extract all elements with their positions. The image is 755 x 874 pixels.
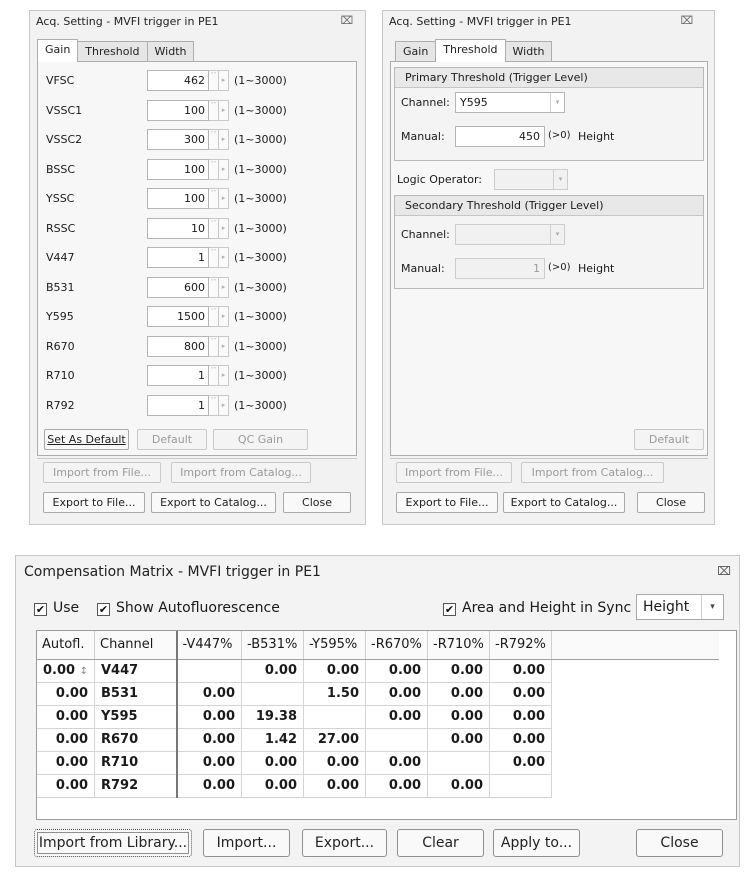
autofl-value: 0.00	[55, 709, 88, 724]
close-icon[interactable]: ⌧	[680, 14, 694, 27]
spin-arrows-icon[interactable]: ˄˅	[209, 129, 219, 150]
secondary-manual-suffix: (>0)	[548, 262, 571, 273]
autofl-cell[interactable]	[37, 751, 95, 774]
column-header: -Y595%	[304, 631, 366, 659]
gain-range-label: (1~3000)	[234, 162, 287, 176]
gain-channel-label: R670	[46, 339, 75, 353]
autofl-value: 0.00	[55, 686, 88, 701]
spin-arrows-icon[interactable]: ˄˅	[209, 218, 219, 239]
gain-channel-label: RSSC	[46, 221, 76, 235]
close-button[interactable]: Close	[636, 829, 723, 857]
chevron-down-icon[interactable]: ▾	[550, 93, 564, 112]
height-label: Height	[578, 130, 615, 143]
matrix-cell[interactable]	[428, 751, 490, 774]
spin-play-icon[interactable]: ▸	[219, 70, 229, 91]
spin-play-icon[interactable]: ▸	[219, 365, 229, 386]
matrix-cell[interactable]: 0.00	[242, 774, 304, 797]
matrix-cell[interactable]: 0.00	[177, 774, 242, 797]
channel-combo[interactable]	[455, 92, 565, 113]
default-button[interactable]: Default	[137, 429, 207, 450]
column-header: -R710%	[428, 631, 490, 659]
gain-panel	[37, 61, 357, 456]
spin-arrows-icon[interactable]: ˄˅	[209, 395, 219, 416]
area-height-sync-checkbox[interactable]	[443, 599, 631, 617]
show-autofluorescence-checkbox[interactable]	[97, 599, 280, 617]
spin-arrows-icon[interactable]: ˄˅	[209, 100, 219, 121]
autofl-value: 0.00	[55, 755, 88, 770]
autofl-value: 0.00	[55, 732, 88, 747]
import-from-file-button[interactable]: Import from File...	[43, 462, 161, 483]
matrix-cell[interactable]	[304, 705, 366, 728]
filler-cell	[552, 751, 719, 774]
gain-value-input[interactable]: 600	[147, 277, 209, 298]
matrix-cell[interactable]: 0.00	[242, 751, 304, 774]
qc-gain-button[interactable]: QC Gain	[213, 429, 308, 450]
logic-operator-combo[interactable]	[494, 169, 568, 190]
filler-cell	[552, 705, 719, 728]
chevron-down-icon[interactable]: ▾	[550, 225, 564, 244]
primary-threshold-group	[394, 67, 704, 161]
matrix-cell[interactable]	[177, 659, 242, 682]
chevron-down-icon[interactable]: ▾	[553, 170, 567, 189]
show-autofluorescence-label: Show Autofluorescence	[116, 600, 280, 616]
matrix-cell[interactable]: 0.00	[242, 659, 304, 682]
apply-to-button[interactable]: Apply to...	[493, 829, 580, 857]
matrix-cell[interactable]: 0.00	[177, 728, 242, 751]
table-row	[37, 659, 719, 682]
spin-play-icon[interactable]: ▸	[219, 159, 229, 180]
gain-value-input[interactable]: 100	[147, 159, 209, 180]
measurement-mode-value: Height	[643, 599, 690, 615]
channel-label: Channel:	[401, 96, 450, 109]
autofl-value: 0.00	[43, 663, 76, 678]
matrix-cell[interactable]	[242, 682, 304, 705]
measurement-mode-dropdown[interactable]	[636, 594, 724, 620]
gain-value-input[interactable]: 1	[147, 365, 209, 386]
gain-channel-label: VSSC1	[46, 103, 83, 117]
autofl-cell[interactable]	[37, 682, 95, 705]
autofl-value: 0.00	[55, 778, 88, 793]
secondary-channel-label: Channel:	[401, 228, 450, 241]
autofl-cell[interactable]	[37, 774, 95, 797]
spin-arrows-icon[interactable]: ˄˅	[209, 306, 219, 327]
threshold-panel	[390, 61, 708, 456]
spin-arrows-icon[interactable]: ˄˅	[209, 247, 219, 268]
channel-cell: B531	[95, 682, 177, 705]
tab-width[interactable]: Width	[505, 41, 553, 62]
area-height-sync-label: Area and Height in Sync	[462, 600, 632, 616]
gain-channel-label: BSSC	[46, 162, 75, 176]
gain-range-label: (1~3000)	[234, 251, 287, 264]
primary-threshold-header: Primary Threshold (Trigger Level)	[395, 68, 703, 88]
close-icon[interactable]: ⌧	[340, 14, 354, 27]
spin-arrows-icon[interactable]: ˄˅	[209, 336, 219, 357]
table-row	[37, 774, 719, 797]
autofl-cell[interactable]	[37, 659, 95, 682]
spin-play-icon[interactable]: ▸	[219, 277, 229, 298]
spin-play-icon[interactable]: ▸	[219, 100, 229, 121]
matrix-cell[interactable]: 0.00	[304, 659, 366, 682]
gain-range-label: (1~3000)	[234, 398, 287, 412]
gain-range-label: (1~3000)	[234, 221, 287, 235]
gain-value-input[interactable]: 10	[147, 218, 209, 239]
gain-range-label: (1~3000)	[234, 74, 287, 87]
gain-value-input[interactable]: 1500	[147, 306, 209, 327]
gain-value-input[interactable]: 462	[147, 70, 209, 91]
matrix-cell[interactable]: 1.50	[304, 682, 366, 705]
export-to-catalog-button[interactable]: Export to Catalog...	[151, 492, 276, 513]
tab-threshold[interactable]: Threshold	[77, 41, 147, 62]
chevron-down-icon[interactable]: ▾	[701, 595, 723, 619]
matrix-cell[interactable]: 0.00	[304, 774, 366, 797]
compensation-grid	[36, 630, 737, 820]
spin-play-icon[interactable]: ▸	[219, 247, 229, 268]
tab-gain[interactable]: Gain	[395, 41, 436, 62]
spin-arrows-icon[interactable]: ˄˅	[209, 70, 219, 91]
export-button[interactable]: Export...	[302, 829, 387, 857]
check-icon: ✔	[35, 603, 46, 616]
compensation-table	[37, 631, 719, 798]
gain-channel-label: VFSC	[46, 74, 75, 87]
matrix-cell[interactable]: 0.00	[428, 774, 490, 797]
spin-arrows-icon[interactable]: ˄˅	[209, 277, 219, 298]
gain-range-label: (1~3000)	[234, 280, 287, 294]
matrix-cell[interactable]	[366, 728, 428, 751]
matrix-cell[interactable]: 27.00	[304, 728, 366, 751]
secondary-manual-label: Manual:	[401, 262, 445, 275]
import-from-library-button[interactable]: Import from Library...	[34, 829, 192, 857]
window-title: Acq. Setting - MVFI trigger in PE1	[389, 15, 572, 28]
export-to-file-button[interactable]: Export to File...	[396, 492, 498, 513]
matrix-cell[interactable]: 0.00	[490, 682, 552, 705]
gain-value-input[interactable]: 1	[147, 395, 209, 416]
channel-cell: R670	[95, 728, 177, 751]
spin-play-icon[interactable]: ▸	[219, 336, 229, 357]
separator	[37, 458, 357, 459]
table-row	[37, 728, 719, 751]
matrix-cell[interactable]: 0.00	[177, 705, 242, 728]
compensation-matrix-window	[15, 555, 740, 867]
matrix-cell[interactable]: 0.00	[177, 682, 242, 705]
table-row	[37, 705, 719, 728]
window-title: Compensation Matrix - MVFI trigger in PE1	[24, 564, 321, 580]
secondary-threshold-group	[394, 195, 704, 289]
spin-play-icon[interactable]: ▸	[219, 188, 229, 209]
use-checkbox[interactable]	[34, 599, 79, 617]
secondary-channel-combo[interactable]	[455, 224, 565, 245]
tab-bar	[395, 39, 551, 61]
spin-play-icon[interactable]: ▸	[219, 306, 229, 327]
matrix-cell[interactable]: 0.00	[177, 751, 242, 774]
filler-cell	[552, 659, 719, 682]
matrix-cell[interactable]: 1.42	[242, 728, 304, 751]
gain-range-label: (1~3000)	[234, 192, 287, 205]
import-from-catalog-button[interactable]: Import from Catalog...	[521, 462, 664, 483]
manual-label: Manual:	[401, 130, 445, 143]
matrix-cell[interactable]: 0.00	[428, 682, 490, 705]
import-button[interactable]: Import...	[203, 829, 290, 857]
manual-input[interactable]: 450	[455, 126, 545, 147]
gain-channel-label: B531	[46, 280, 75, 294]
tab-width[interactable]: Width	[147, 41, 195, 62]
channel-value: Y595	[460, 96, 488, 109]
spin-arrows-icon[interactable]: ˄˅	[209, 365, 219, 386]
spin-play-icon[interactable]: ▸	[219, 129, 229, 150]
gain-value-input[interactable]: 100	[147, 188, 209, 209]
check-icon: ✔	[98, 603, 109, 616]
matrix-cell[interactable]: 0.00	[428, 659, 490, 682]
use-label: Use	[53, 600, 80, 616]
gain-value-input[interactable]: 800	[147, 336, 209, 357]
import-from-catalog-button[interactable]: Import from Catalog...	[171, 462, 311, 483]
clear-button[interactable]: Clear	[397, 829, 484, 857]
channel-cell: Y595	[95, 705, 177, 728]
close-icon[interactable]: ⌧	[717, 564, 731, 578]
tab-gain[interactable]: Gain	[37, 39, 78, 62]
acq-setting-threshold-window	[382, 10, 715, 525]
table-row	[37, 751, 719, 774]
import-from-file-button[interactable]: Import from File...	[396, 462, 512, 483]
gain-channel-label: Y595	[46, 310, 74, 323]
column-header: Channel	[95, 631, 177, 659]
set-as-default-label: Set As Default	[47, 433, 126, 446]
gain-range-label: (1~3000)	[234, 339, 287, 353]
matrix-cell[interactable]: 0.00	[490, 705, 552, 728]
logic-operator-label: Logic Operator:	[397, 173, 482, 186]
gain-value-input[interactable]: 300	[147, 129, 209, 150]
autofl-cell[interactable]	[37, 728, 95, 751]
matrix-cell[interactable]: 0.00	[490, 751, 552, 774]
channel-cell: R792	[95, 774, 177, 797]
gain-value-input[interactable]: 1	[147, 247, 209, 268]
spin-arrows-icon[interactable]: ˄˅	[209, 159, 219, 180]
secondary-threshold-header: Secondary Threshold (Trigger Level)	[395, 196, 703, 216]
secondary-manual-input[interactable]: 1	[455, 258, 545, 279]
gain-channel-label: YSSC	[46, 192, 75, 205]
column-header: -R792%	[490, 631, 552, 659]
gain-channel-label: V447	[46, 251, 75, 264]
gain-channel-label: VSSC2	[46, 133, 83, 146]
gain-value-input[interactable]: 100	[147, 100, 209, 121]
matrix-cell[interactable]: 0.00	[490, 659, 552, 682]
spin-arrows-icon[interactable]: ˄˅	[209, 188, 219, 209]
channel-cell: R710	[95, 751, 177, 774]
filler-cell	[552, 682, 719, 705]
autofl-cell[interactable]	[37, 705, 95, 728]
secondary-height-label: Height	[578, 262, 615, 275]
gain-channel-label: R792	[46, 398, 75, 412]
column-header: Autofl.	[37, 631, 95, 659]
tab-threshold[interactable]: Threshold	[435, 39, 505, 62]
gain-range-label: (1~3000)	[234, 133, 287, 146]
matrix-cell[interactable]: 0.00	[490, 728, 552, 751]
spin-arrows-icon[interactable]: ↕	[79, 666, 88, 677]
export-to-file-button[interactable]: Export to File...	[43, 492, 145, 513]
column-header: -R670%	[366, 631, 428, 659]
manual-suffix: (>0)	[548, 130, 571, 141]
column-header: -B531%	[242, 631, 304, 659]
matrix-cell[interactable]: 19.38	[242, 705, 304, 728]
channel-cell: V447	[95, 659, 177, 682]
gain-range-label: (1~3000)	[234, 103, 287, 117]
filler-cell	[552, 774, 719, 797]
close-button[interactable]: Close	[637, 492, 705, 513]
gain-range-label: (1~3000)	[234, 310, 287, 323]
gain-channel-label: R710	[46, 369, 75, 382]
column-header: -V447%	[177, 631, 242, 659]
matrix-cell[interactable]: 0.00	[366, 659, 428, 682]
matrix-cell[interactable]	[490, 774, 552, 797]
check-icon: ✔	[444, 603, 455, 616]
matrix-cell[interactable]: 0.00	[428, 728, 490, 751]
tab-bar	[37, 39, 193, 61]
matrix-cell[interactable]: 0.00	[366, 705, 428, 728]
gain-range-label: (1~3000)	[234, 369, 287, 382]
separator	[390, 458, 708, 459]
set-as-default-button[interactable]	[44, 429, 129, 450]
default-button[interactable]: Default	[634, 429, 704, 450]
matrix-cell[interactable]: 0.00	[366, 682, 428, 705]
acq-setting-gain-window	[29, 10, 366, 525]
column-filler	[552, 631, 719, 659]
filler-cell	[552, 728, 719, 751]
matrix-cell[interactable]: 0.00	[366, 751, 428, 774]
spin-play-icon[interactable]: ▸	[219, 395, 229, 416]
close-button[interactable]: Close	[283, 492, 351, 513]
matrix-cell[interactable]: 0.00	[366, 774, 428, 797]
window-title: Acq. Setting - MVFI trigger in PE1	[36, 15, 219, 28]
matrix-cell[interactable]: 0.00	[428, 705, 490, 728]
spin-play-icon[interactable]: ▸	[219, 218, 229, 239]
table-row	[37, 682, 719, 705]
export-to-catalog-button[interactable]: Export to Catalog...	[503, 492, 625, 513]
matrix-cell[interactable]: 0.00	[304, 751, 366, 774]
